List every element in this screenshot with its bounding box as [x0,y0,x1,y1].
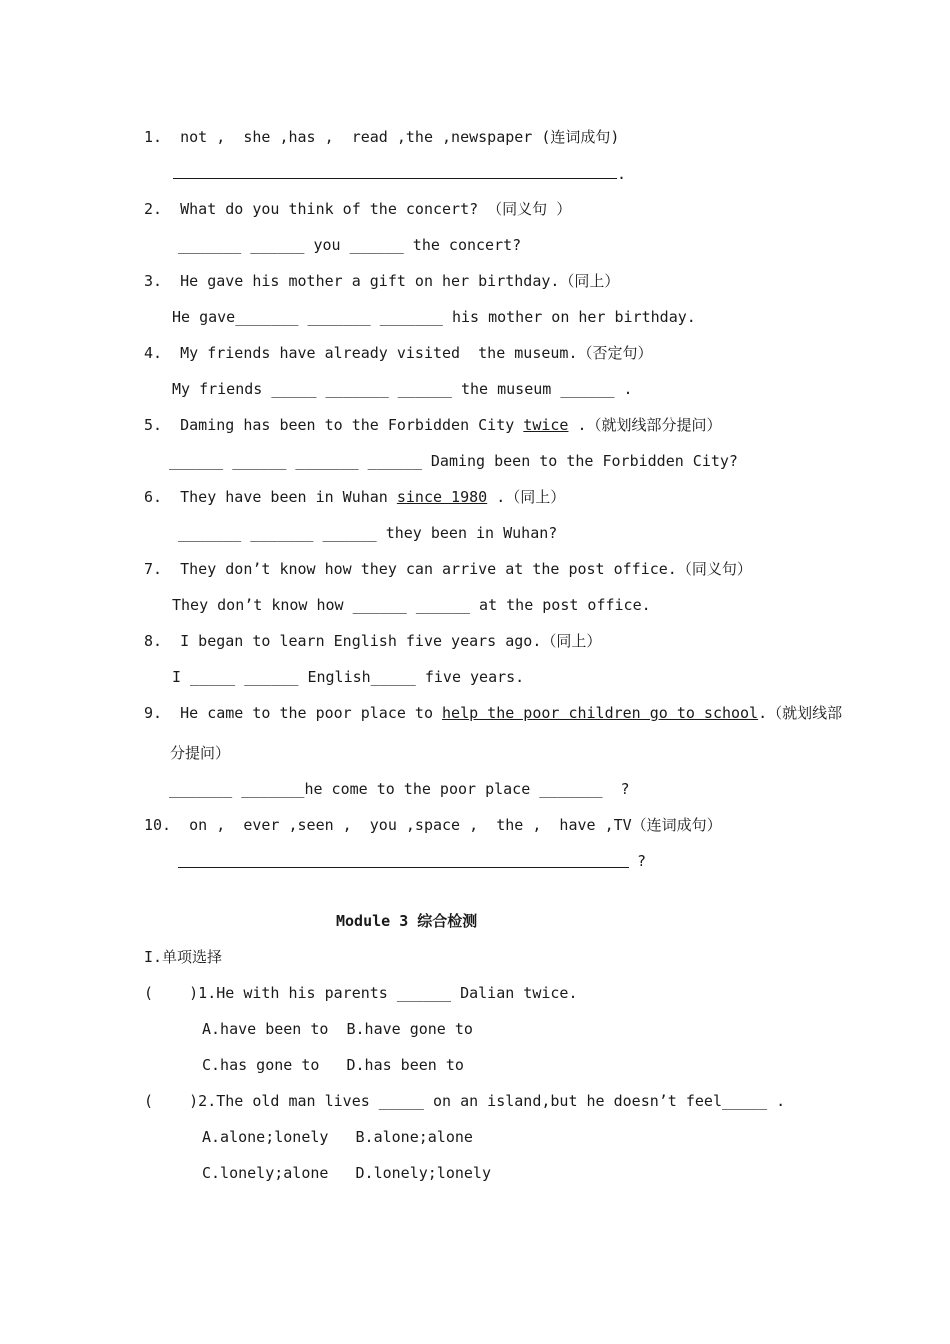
mcq-2-stem: ( )2.The old man lives _____ on an island,but he doesn’t feel_____ . [144,1092,786,1110]
question-3-prompt: 3. He gave his mother a gift on her birthday.（同上） [144,272,620,290]
answer-3: He gave_______ _______ _______ his mother on her birthday. [172,308,696,326]
question-7-prompt: 7. They don’t know how they can arrive at the post office.（同义句） [144,560,752,578]
answer-line-1 [173,178,617,179]
question-9-prompt-continued: 分提问） [170,744,231,762]
underlined-phrase: help the poor children go to school [442,704,759,722]
mcq-1-options-row-1: A.have been to B.have gone to [202,1020,473,1038]
answer-6: _______ _______ ______ they been in Wuhan? [178,524,558,542]
answer-8: I _____ ______ English_____ five years. [172,668,525,686]
answer-9: _______ _______he come to the poor place _______ ? [169,780,630,798]
answer-2: _______ ______ you ______ the concert? [178,236,522,254]
underlined-phrase: twice [523,416,569,434]
underlined-phrase: since 1980 [396,488,488,506]
question-5-prompt: 5. Daming has been to the Forbidden City twice .（就划线部分提问） [144,416,722,434]
answer-5: ______ ______ _______ ______ Daming been to the Forbidden City? [169,452,738,470]
question-8-prompt: 8. I began to learn English five years ago.（同上） [144,632,602,650]
mcq-2-options-row-1: A.alone;lonely B.alone;alone [202,1128,473,1146]
question-10-prompt: 10. on , ever ,seen , you ,space , the , have ,TV（连词成句） [144,816,722,834]
module-title: Module 3 综合检测 [336,912,478,930]
mcq-2-options-row-2: C.lonely;alone D.lonely;lonely [202,1164,491,1182]
section-heading: I.单项选择 [144,948,223,966]
answer-10-question-mark: ? [637,852,647,870]
question-1-prompt: 1. not , she ,has , read ,the ,newspaper (连词成句) [144,128,620,146]
answer-7: They don’t know how ______ ______ at the post office. [172,596,651,614]
mcq-1-stem: ( )1.He with his parents ______ Dalian twice. [144,984,578,1002]
question-9-prompt: 9. He came to the poor place to help the poor children go to school.（就划线部 [144,704,843,722]
answer-line-10 [178,867,629,868]
answer-4: My friends _____ _______ ______ the museum ______ . [172,380,633,398]
question-2-prompt: 2. What do you think of the concert? （同义句 ） [144,200,572,218]
answer-1-period: . [617,165,627,183]
question-4-prompt: 4. My friends have already visited the museum.（否定句） [144,344,653,362]
question-6-prompt: 6. They have been in Wuhan since 1980 .（同上） [144,488,566,506]
mcq-1-options-row-2: C.has gone to D.has been to [202,1056,464,1074]
